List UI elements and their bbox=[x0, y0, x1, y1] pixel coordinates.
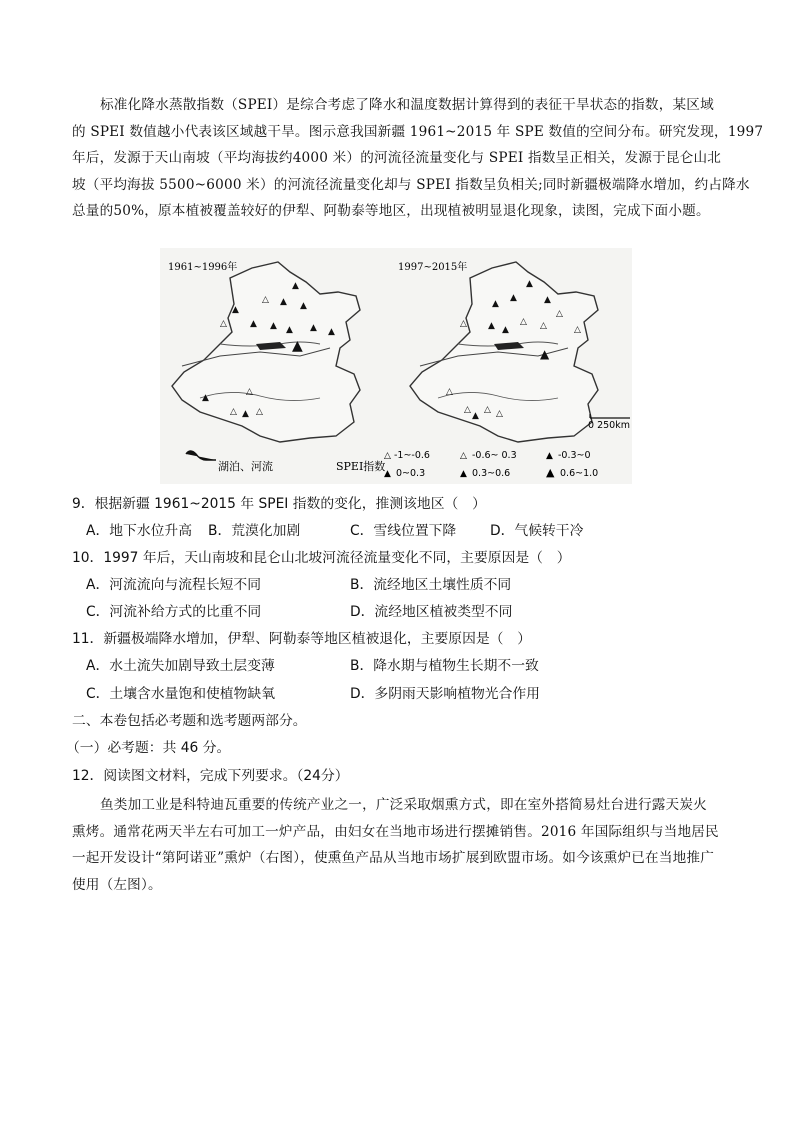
marker-hollow-triangle: △ bbox=[256, 407, 263, 417]
marker-hollow-triangle: △ bbox=[496, 409, 503, 419]
legend-symbol: ▲ bbox=[546, 451, 553, 461]
scale-label: 0 250km bbox=[588, 420, 630, 431]
legend-label: -0.3~0 bbox=[558, 450, 591, 461]
legend-label: -0.6~ 0.3 bbox=[472, 450, 517, 461]
marker-hollow-triangle: △ bbox=[464, 405, 471, 415]
marker-hollow-triangle: △ bbox=[230, 407, 237, 417]
marker-hollow-triangle: △ bbox=[484, 405, 491, 415]
marker-solid-triangle: ▲ bbox=[250, 319, 257, 329]
marker-hollow-triangle: △ bbox=[446, 387, 453, 397]
question-10-option-a[interactable]: A．河流流向与流程长短不同 bbox=[86, 577, 261, 593]
material-line: 熏烤。通常花两天半左右可加工一炉产品，由妇女在当地市场进行摆摊销售。2016 年国际组织与当地居民 bbox=[72, 823, 719, 840]
left-map-title: 1961~1996年 bbox=[168, 262, 238, 273]
legend-title: SPEI指数 bbox=[336, 460, 386, 473]
marker-hollow-triangle: △ bbox=[246, 387, 253, 397]
marker-hollow-triangle: △ bbox=[262, 295, 269, 305]
legend-symbol: ▲ bbox=[384, 469, 391, 479]
lake-river-legend-symbol bbox=[186, 451, 216, 460]
question-9-stem: 9．根据新疆 1961~2015 年 SPEI 指数的变化，推测该地区（ ） bbox=[72, 496, 486, 512]
marker-hollow-triangle: △ bbox=[540, 321, 547, 331]
intro-line: 总量的50%，原本植被覆盖较好的伊犁、阿勒泰等地区，出现植被明显退化现象，读图，完成下面小题。 bbox=[72, 203, 710, 220]
marker-hollow-triangle: △ bbox=[520, 317, 527, 327]
question-9-option-d[interactable]: D．气候转干冷 bbox=[490, 523, 584, 539]
marker-solid-triangle: ▲ bbox=[510, 293, 517, 303]
legend-label: 0~0.3 bbox=[396, 468, 426, 479]
marker-solid-triangle: ▲ bbox=[202, 393, 209, 403]
marker-solid-triangle: ▲ bbox=[300, 301, 307, 311]
marker-solid-triangle: ▲ bbox=[292, 338, 303, 354]
legend-label: 0.3~0.6 bbox=[472, 468, 511, 479]
question-10-stem: 10．1997 年后，天山南坡和昆仑山北坡河流径流量变化不同，主要原因是（ ） bbox=[72, 550, 571, 566]
marker-hollow-triangle: △ bbox=[574, 325, 581, 335]
marker-hollow-triangle: △ bbox=[460, 319, 467, 329]
question-11-option-b[interactable]: B．降水期与植物生长期不一致 bbox=[350, 658, 539, 674]
legend-symbol: △ bbox=[384, 451, 391, 461]
marker-hollow-triangle: △ bbox=[220, 319, 227, 329]
marker-solid-triangle: ▲ bbox=[292, 281, 299, 291]
right-map-title: 1997~2015年 bbox=[398, 262, 468, 273]
material-line: 一起开发设计“第阿诺亚”熏炉（右图），使熏鱼产品从当地市场扩展到欧盟市场。如今该熏炉已在当地推广 bbox=[72, 850, 715, 867]
material-line: 鱼类加工业是科特迪瓦重要的传统产业之一，广泛采取烟熏方式，即在室外搭简易灶台进行露天炭火 bbox=[100, 797, 707, 813]
right-map-outline bbox=[410, 262, 598, 442]
marker-solid-triangle: ▲ bbox=[286, 325, 293, 335]
legend-label: 0.6~1.0 bbox=[560, 468, 599, 479]
marker-solid-triangle: ▲ bbox=[472, 411, 479, 421]
intro-line: 年后，发源于天山南坡（平均海拔约4000 米）的河流径流量变化与 SPEI 指数呈正相关，发源于昆仑山北 bbox=[72, 150, 722, 167]
spei-maps-svg bbox=[160, 248, 632, 484]
question-9-option-c[interactable]: C．雪线位置下降 bbox=[350, 523, 457, 539]
marker-solid-triangle: ▲ bbox=[270, 321, 277, 331]
question-11-option-a[interactable]: A．水土流失加剧导致土层变薄 bbox=[86, 658, 275, 674]
marker-solid-triangle: ▲ bbox=[502, 325, 509, 335]
question-9-option-a[interactable]: A．地下水位升高 bbox=[86, 523, 193, 539]
legend-symbol: △ bbox=[460, 451, 467, 461]
intro-line: 标准化降水蒸散指数（SPEI）是综合考虑了降水和温度数据计算得到的表征干旱状态的指数，某区域 bbox=[100, 97, 714, 113]
question-10-option-d[interactable]: D．流经地区植被类型不同 bbox=[350, 604, 513, 620]
intro-paragraph bbox=[72, 92, 764, 225]
marker-solid-triangle: ▲ bbox=[544, 295, 551, 305]
spei-map-figure bbox=[160, 248, 632, 484]
material-line: 使用（左图）。 bbox=[72, 876, 162, 893]
question-12-stem: 12．阅读图文材料，完成下列要求。（24分） bbox=[72, 768, 349, 784]
legend-label: -1~-0.6 bbox=[394, 450, 430, 461]
question-10-option-c[interactable]: C．河流补给方式的比重不同 bbox=[86, 604, 262, 620]
marker-solid-triangle: ▲ bbox=[328, 327, 335, 337]
section-subtitle: （一）必考题：共 46 分。 bbox=[66, 740, 231, 756]
section-title: 二、本卷包括必考题和选考题两部分。 bbox=[72, 713, 307, 729]
question-11-option-c[interactable]: C．土壤含水量饱和使植物缺氧 bbox=[86, 686, 275, 702]
legend-symbol: ▲ bbox=[460, 469, 467, 479]
question-10-option-b[interactable]: B．流经地区土壤性质不同 bbox=[350, 577, 512, 593]
lake-river-label: 湖泊、河流 bbox=[218, 460, 273, 473]
left-map-outline bbox=[172, 262, 360, 442]
marker-solid-triangle: ▲ bbox=[526, 279, 533, 289]
intro-line: 的 SPEI 数值越小代表该区域越干旱。图示意我国新疆 1961~2015 年 SPE 数值的空间分布。研究发现，1997 bbox=[72, 123, 764, 140]
marker-solid-triangle: ▲ bbox=[488, 321, 495, 331]
marker-solid-triangle: ▲ bbox=[540, 347, 550, 361]
material-paragraph bbox=[72, 792, 724, 898]
intro-line: 坡（平均海拔 5500~6000 米）的河流径流量变化却与 SPEI 指数呈负相关;同时新疆极端降水增加，约占降水 bbox=[72, 176, 750, 193]
marker-solid-triangle: ▲ bbox=[242, 409, 249, 419]
marker-solid-triangle: ▲ bbox=[232, 305, 239, 315]
marker-solid-triangle: ▲ bbox=[492, 299, 499, 309]
question-9-option-b[interactable]: B．荒漠化加剧 bbox=[208, 523, 301, 539]
marker-hollow-triangle: △ bbox=[556, 309, 563, 319]
marker-solid-triangle: ▲ bbox=[280, 297, 287, 307]
question-11-option-d[interactable]: D．多阴雨天影响植物光合作用 bbox=[350, 686, 540, 702]
question-11-stem: 11．新疆极端降水增加，伊犁、阿勒泰等地区植被退化，主要原因是（ ） bbox=[72, 631, 532, 647]
legend-symbol: ▲ bbox=[546, 466, 555, 479]
marker-solid-triangle: ▲ bbox=[310, 323, 317, 333]
